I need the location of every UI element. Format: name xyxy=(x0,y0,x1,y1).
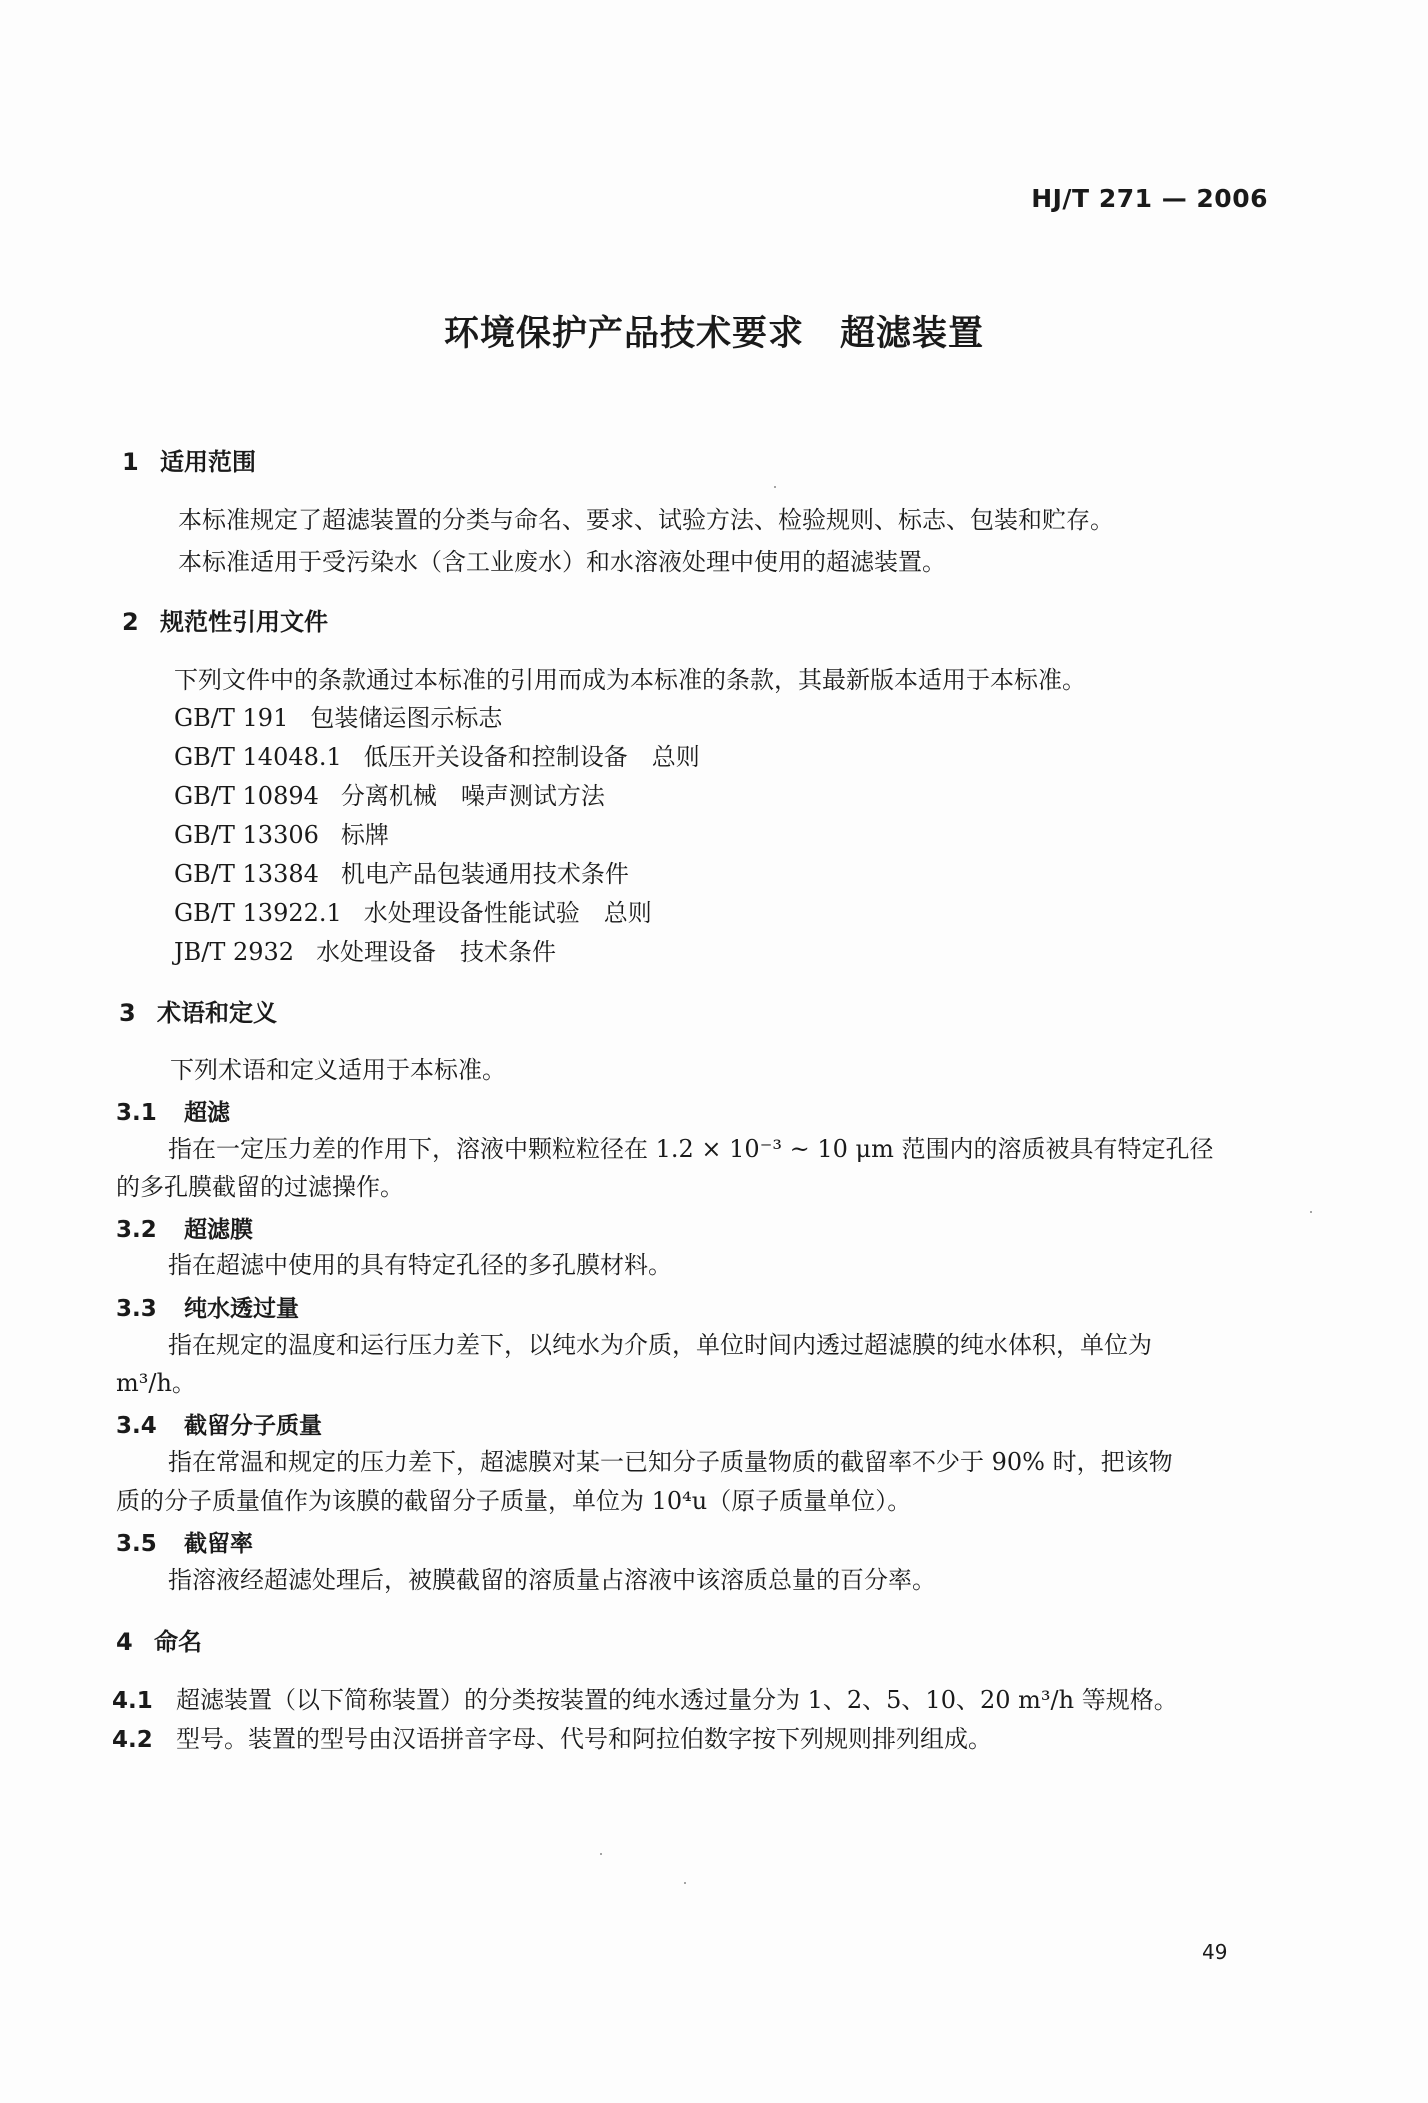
reference-item xyxy=(174,859,629,890)
page-number: 49 xyxy=(1202,1940,1228,1964)
item-number: 4.1 xyxy=(112,1688,153,1714)
scan-speck xyxy=(600,1853,602,1855)
definition-line: 的多孔膜截留的过滤操作。 xyxy=(116,1173,404,1201)
term-number: 3.1 xyxy=(116,1100,157,1126)
reference-title: 低压开关设备和控制设备 总则 xyxy=(363,743,700,771)
paragraph: 本标准适用于受污染水（含工业废水）和水溶液处理中使用的超滤装置。 xyxy=(178,548,946,576)
definition-line: 指在规定的温度和运行压力差下，以纯水为介质，单位时间内透过超滤膜的纯水体积，单位为 xyxy=(168,1331,1152,1359)
item-text: 型号。装置的型号由汉语拼音字母、代号和阿拉伯数字按下列规则排列组成。 xyxy=(176,1725,992,1753)
section-2-heading xyxy=(122,602,328,637)
definition-line: 指在超滤中使用的具有特定孔径的多孔膜材料。 xyxy=(168,1251,672,1279)
term-3-2-heading xyxy=(116,1211,253,1244)
definition-line: 质的分子质量值作为该膜的截留分子质量，单位为 10⁴u（原子质量单位）。 xyxy=(116,1487,912,1515)
term-name: 超滤 xyxy=(184,1100,230,1126)
reference-title: 机电产品包装通用技术条件 xyxy=(340,860,629,888)
section-title: 命名 xyxy=(154,1628,202,1656)
definition-line: 指在一定压力差的作用下，溶液中颗粒粒径在 1.2 × 10⁻³ ~ 10 μm 范围内的溶质被具有特定孔径 xyxy=(168,1135,1214,1163)
reference-item xyxy=(174,820,389,851)
definition-line: 指在常温和规定的压力差下，超滤膜对某一已知分子质量物质的截留率不少于 90% 时，把该物 xyxy=(168,1448,1173,1476)
reference-title: 水处理设备 技术条件 xyxy=(316,938,557,966)
scan-speck xyxy=(774,486,776,488)
term-name: 纯水透过量 xyxy=(184,1296,299,1322)
term-name: 截留分子质量 xyxy=(184,1413,322,1439)
term-3-3-heading xyxy=(116,1290,299,1323)
reference-item xyxy=(174,781,605,812)
term-number: 3.5 xyxy=(116,1531,157,1557)
term-number: 3.4 xyxy=(116,1413,157,1439)
reference-code: GB/T 14048.1 xyxy=(174,743,342,771)
reference-code: GB/T 13922.1 xyxy=(174,899,342,927)
reference-code: GB/T 13384 xyxy=(174,860,319,888)
paragraph: 下列术语和定义适用于本标准。 xyxy=(170,1056,506,1084)
term-number: 3.2 xyxy=(116,1217,157,1243)
item-number: 4.2 xyxy=(112,1727,153,1753)
reference-title: 包装储运图示标志 xyxy=(310,704,503,732)
item-text: 超滤装置（以下简称装置）的分类按装置的纯水透过量分为 1、2、5、10、20 m³/h 等规格。 xyxy=(176,1686,1178,1714)
section-1-heading xyxy=(122,442,256,477)
reference-code: JB/T 2932 xyxy=(174,938,295,966)
term-3-5-heading xyxy=(116,1525,253,1558)
reference-code: GB/T 191 xyxy=(174,704,289,732)
reference-title: 分离机械 噪声测试方法 xyxy=(340,782,605,810)
reference-item xyxy=(174,703,502,734)
reference-title: 标牌 xyxy=(340,821,389,849)
section-3-heading xyxy=(119,993,277,1028)
section-title: 规范性引用文件 xyxy=(160,608,328,636)
paragraph: 下列文件中的条款通过本标准的引用而成为本标准的条款，其最新版本适用于本标准。 xyxy=(174,666,1086,694)
scan-speck xyxy=(1310,1211,1312,1213)
term-3-4-heading xyxy=(116,1407,322,1440)
term-name: 超滤膜 xyxy=(184,1217,253,1243)
reference-item xyxy=(174,937,556,968)
term-number: 3.3 xyxy=(116,1296,157,1322)
term-3-1-heading xyxy=(116,1094,230,1127)
scan-speck xyxy=(684,1882,686,1884)
reference-code: GB/T 13306 xyxy=(174,821,319,849)
section-title: 术语和定义 xyxy=(157,999,277,1027)
reference-title: 水处理设备性能试验 总则 xyxy=(363,899,652,927)
section-number: 3 xyxy=(119,999,136,1027)
section-title: 适用范围 xyxy=(160,448,256,476)
definition-line: 指溶液经超滤处理后，被膜截留的溶质量占溶液中该溶质总量的百分率。 xyxy=(168,1566,936,1594)
paragraph: 本标准规定了超滤装置的分类与命名、要求、试验方法、检验规则、标志、包装和贮存。 xyxy=(178,506,1114,534)
term-name: 截留率 xyxy=(184,1531,253,1557)
reference-code: GB/T 10894 xyxy=(174,782,319,810)
standard-code: HJ/T 271 — 2006 xyxy=(1031,184,1268,213)
section-number: 1 xyxy=(122,448,139,476)
document-title: 环境保护产品技术要求 超滤装置 xyxy=(443,314,984,354)
reference-item xyxy=(174,742,700,773)
section-number: 4 xyxy=(116,1628,133,1656)
naming-item-4-2 xyxy=(112,1724,992,1756)
naming-item-4-1 xyxy=(112,1685,1178,1717)
section-4-heading xyxy=(116,1622,202,1657)
definition-line: m³/h。 xyxy=(116,1369,196,1397)
reference-item xyxy=(174,898,652,929)
section-number: 2 xyxy=(122,608,139,636)
